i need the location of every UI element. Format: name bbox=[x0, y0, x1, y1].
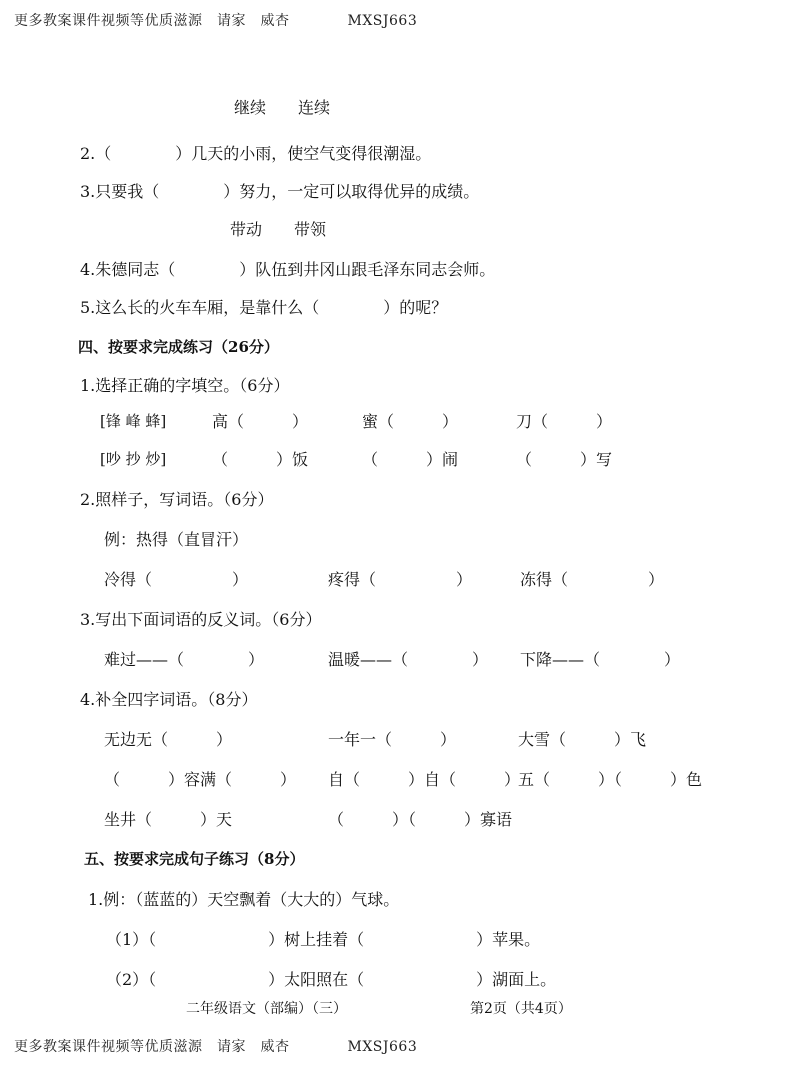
blank-item: 刀（ ） bbox=[516, 412, 613, 431]
blank-item: 难过——（ ） bbox=[104, 650, 265, 669]
part-2-example: 例：热得（直冒汗） bbox=[104, 530, 249, 549]
blank-item: 蜜（ ） bbox=[362, 412, 459, 431]
blank-item: （ ）闹 bbox=[362, 450, 459, 469]
top-header-text: 更多教案课件视频等优质滋源 请家 威杏 MXSJ663 bbox=[14, 13, 418, 29]
blank-item: （ ）（ ）寡语 bbox=[328, 810, 513, 829]
section-5-example: 1.例：（蓝蓝的）天空飘着（大大的）气球。 bbox=[88, 890, 400, 909]
word-choice-a: 继续 连续 bbox=[234, 98, 331, 117]
blank-item: 五（ ）（ ）色 bbox=[518, 770, 703, 789]
blank-item: 一年一（ ） bbox=[328, 730, 457, 749]
blank-item: 大雪（ ）飞 bbox=[518, 730, 647, 749]
footer-page-number: 第2页（共4页） bbox=[470, 1001, 572, 1017]
sentence-item: （2）（ ）太阳照在（ ）湖面上。 bbox=[106, 970, 557, 989]
blank-item: （ ）饭 bbox=[212, 450, 309, 469]
blank-item: （ ）容满（ ） bbox=[104, 770, 297, 789]
blank-item: （ ）写 bbox=[516, 450, 613, 469]
part-1-title: 1.选择正确的字填空。（6分） bbox=[80, 376, 290, 395]
char-options-row-1: [锋 峰 蜂] bbox=[100, 412, 167, 430]
section-5-title: 五、按要求完成句子练习（8分） bbox=[84, 850, 305, 868]
blank-item: 温暖——（ ） bbox=[328, 650, 489, 669]
part-4-title: 4.补全四字词语。（8分） bbox=[80, 690, 258, 709]
blank-item: 冻得（ ） bbox=[520, 570, 665, 589]
blank-item: 自（ ）自（ ） bbox=[328, 770, 521, 789]
blank-item: 冷得（ ） bbox=[104, 570, 249, 589]
blank-item: 疼得（ ） bbox=[328, 570, 473, 589]
section-4-title: 四、按要求完成练习（26分） bbox=[78, 338, 279, 356]
blank-item: 坐井（ ）天 bbox=[104, 810, 233, 829]
blank-item: 高（ ） bbox=[212, 412, 309, 431]
footer-course-label: 二年级语文（部编）（三） bbox=[186, 1001, 347, 1017]
part-3-title: 3.写出下面词语的反义词。（6分） bbox=[80, 610, 322, 629]
question-3: 3.只要我（ ）努力，一定可以取得优异的成绩。 bbox=[80, 182, 480, 201]
question-4: 4.朱德同志（ ）队伍到井冈山跟毛泽东同志会师。 bbox=[80, 260, 496, 279]
char-options-row-2: [吵 抄 炒] bbox=[100, 450, 167, 468]
blank-item: 无边无（ ） bbox=[104, 730, 233, 749]
word-choice-b: 带动 带领 bbox=[230, 220, 327, 239]
part-2-title: 2.照样子，写词语。（6分） bbox=[80, 490, 274, 509]
bottom-header-text: 更多教案课件视频等优质滋源 请家 威杏 MXSJ663 bbox=[14, 1039, 418, 1055]
sentence-item: （1）（ ）树上挂着（ ）苹果。 bbox=[106, 930, 541, 949]
question-2: 2.（ ）几天的小雨，使空气变得很潮湿。 bbox=[80, 144, 432, 163]
question-5: 5.这么长的火车车厢，是靠什么（ ）的呢？ bbox=[80, 298, 448, 317]
blank-item: 下降——（ ） bbox=[520, 650, 681, 669]
